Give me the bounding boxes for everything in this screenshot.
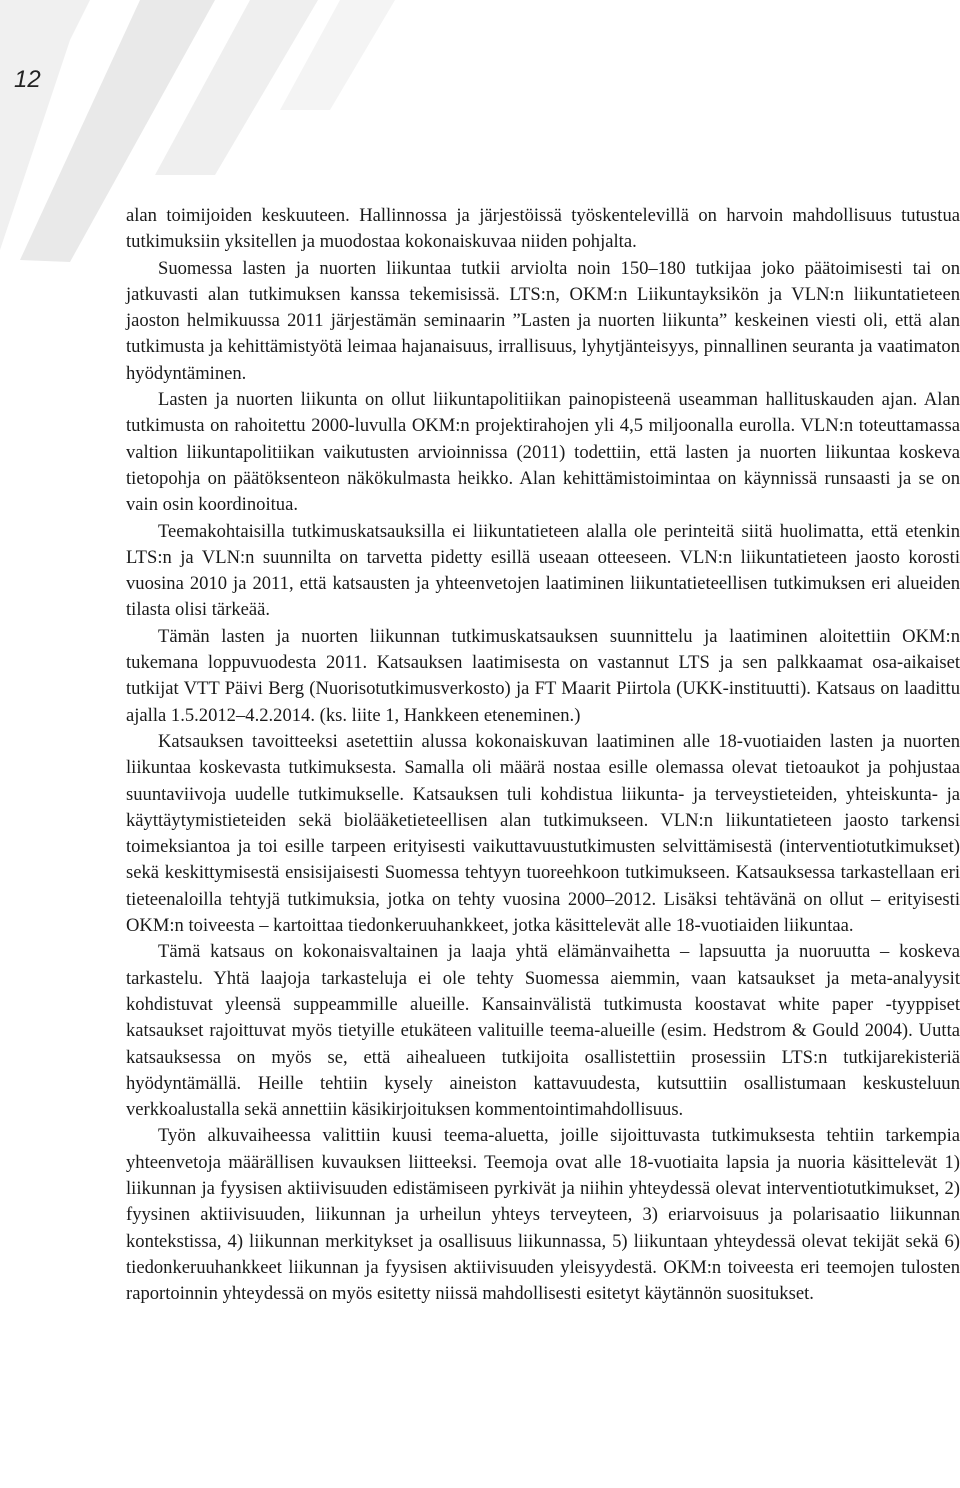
paragraph: Katsauksen tavoitteeksi asetettiin alussa kokonaiskuvan laatiminen alle 18-vuotiaiden lasten ja nuorten liikuntaa koskevasta tutkimuksesta. Samalla oli määrä nostaa esille olemassa olevat tietoaukot ja pohjustaa suuntaviivoja uudelle tutkimukselle. Katsauksen tuli kohdistua liikunta- ja terveystieteiden, yhteiskunta- ja käyttäytymistieteiden sekä biolääketieteellisen alan tutkimukseen. VLN:n liikuntatieteen jaosto tarkensi toimeksiantoa ja toi esille tarpeen erityisesti vaikuttavuustutkimusten selvittämisestä (interventiotutkimukset) sekä keskittymisestä ensisijaisesti Suomessa tehtyyn tuoreehkoon tutkimukseen. Katsauksessa tarkastellaan eri tieteenaloilla tehtyjä tutkimuksia, jotka on tehty vuosina 2000–2012. Lisäksi tehtävänä on ollut – erityisesti OKM:n toiveesta – kartoittaa tiedonkeruuhankkeet, jotka käsittelevät alle 18-vuotiaiden liikuntaa. (126, 730, 960, 937)
paragraph: Lasten ja nuorten liikunta on ollut liikuntapolitiikan painopisteenä useamman hallituskauden ajan. Alan tutkimusta on rahoitettu 2000-luvulla OKM:n projektirahojen yli 4,5 miljoonalla eurolla. VLN:n toteuttamassa valtion liikuntapolitiikan vaikutusten arvioinnissa (2011) todettiin, että lasten ja nuorten liikuntaa koskeva tietopohja on päätöksenteon näkökulmasta heikko. Alan kehittämistoimintaa on käynnissä runsaasti ja se on vain osin koordinoitua. (126, 389, 960, 516)
paragraph: Teemakohtaisilla tutkimuskatsauksilla ei liikuntatieteen alalla ole perinteitä siitä huolimatta, että etenkin LTS:n ja VLN:n suunnilta on tarvetta pidetty esillä useaan otteeseen. VLN:n liikuntatieteen jaosto korosti vuosina 2010 ja 2011, että katsausten ja yhteenvetojen laatiminen liikuntatieteellisen tutkimuksen eri alueiden tilasta olisi tärkeää. (126, 520, 960, 621)
page-number: 12 (14, 66, 41, 93)
paragraph: Tämän lasten ja nuorten liikunnan tutkimuskatsauksen suunnittelu ja laatiminen aloitettiin OKM:n tukemana loppuvuodesta 2011. Katsauksen laatimisesta on vastannut LTS ja sen palkkaamat osa-aikaiset tutkijat VTT Päivi Berg (Nuorisotutkimusverkosto) ja FT Maarit Piirtola (UKK-instituutti). Katsaus on laadittu ajalla 1.5.2012–4.2.2014. (ks. liite 1, Hankkeen eteneminen.) (126, 625, 960, 726)
body-text (126, 203, 960, 1307)
paragraph: Suomessa lasten ja nuorten liikuntaa tutkii arviolta noin 150–180 tutkijaa joko päätoimisesti tai on jatkuvasti alan tutkimuksen kanssa tekemisissä. LTS:n, OKM:n Liikuntayksikön ja VLN:n liikuntatieteen jaoston helmikuussa 2011 järjestämän seminaarin ”Lasten ja nuorten liikunta” keskeinen viesti oli, että alan tutkimusta ja kehittämistyötä leimaa hajanaisuus, irrallisuus, lyhytjänteisyys, pinnallinen seuranta ja vaatimaton hyödyntäminen. (126, 257, 960, 384)
paragraph: alan toimijoiden keskuuteen. Hallinnossa ja järjestöissä työskentelevillä on harvoin mahdollisuus tutustua tutkimuksiin yksitellen ja muodostaa kokonaiskuvaa niiden pohjalta. (126, 205, 960, 253)
paragraph: Työn alkuvaiheessa valittiin kuusi teema-aluetta, joille sijoittuvasta tutkimuksesta tehtiin tarkempia yhteenvetoja määrällisen kuvauksen liitteeksi. Teemoja ovat alle 18-vuotiaita lapsia ja nuoria käsittelevät 1) liikunnan ja fyysisen aktiivisuuden edistämiseen pyrkivät ja niihin yhteydessä olevat interventiotutkimukset, 2) fyysinen aktiivisuuden, liikunnan ja urheilun yhteys terveyteen, 3) eriarvoisuus ja polarisaatio liikunnan kontekstissa, 4) liikunnan merkitykset ja osallisuus liikunnassa, 5) liikuntaan yhteydessä olevat tekijät sekä 6) tiedonkeruuhankkeet liikunnan ja fyysisen aktiivisuuden yleisyydestä. OKM:n toiveesta eri teemojen tulosten raportoinnin yhteydessä on myös esitetty niissä mahdollisesti esitetyt käytännön suositukset. (126, 1125, 960, 1305)
paragraph: Tämä katsaus on kokonaisvaltainen ja laaja yhtä elämänvaihetta – lapsuutta ja nuoruutta – koskeva tarkastelu. Yhtä laajoja tarkasteluja ei ole tehty Suomessa aiemmin, vaan katsaukset ja meta-analyysit kohdistuvat yleensä suppeammille alueille. Kansainvälistä tutkimusta koostavat white paper -tyyppiset katsaukset rajoittuvat myös tietyille etukäteen valituille teema-alueille (esim. Hedstrom & Gould 2004). Uutta katsauksessa on myös se, että aihealueen tutkijoita osallistettiin prosessiin LTS:n tutkijarekisteriä hyödyntämällä. Heille tehtiin kysely aineiston kattavuudesta, kutsuttiin osallistumaan keskusteluun verkkoalustalla sekä annettiin käsikirjoituksen kommentointimahdollisuus. (126, 941, 960, 1121)
